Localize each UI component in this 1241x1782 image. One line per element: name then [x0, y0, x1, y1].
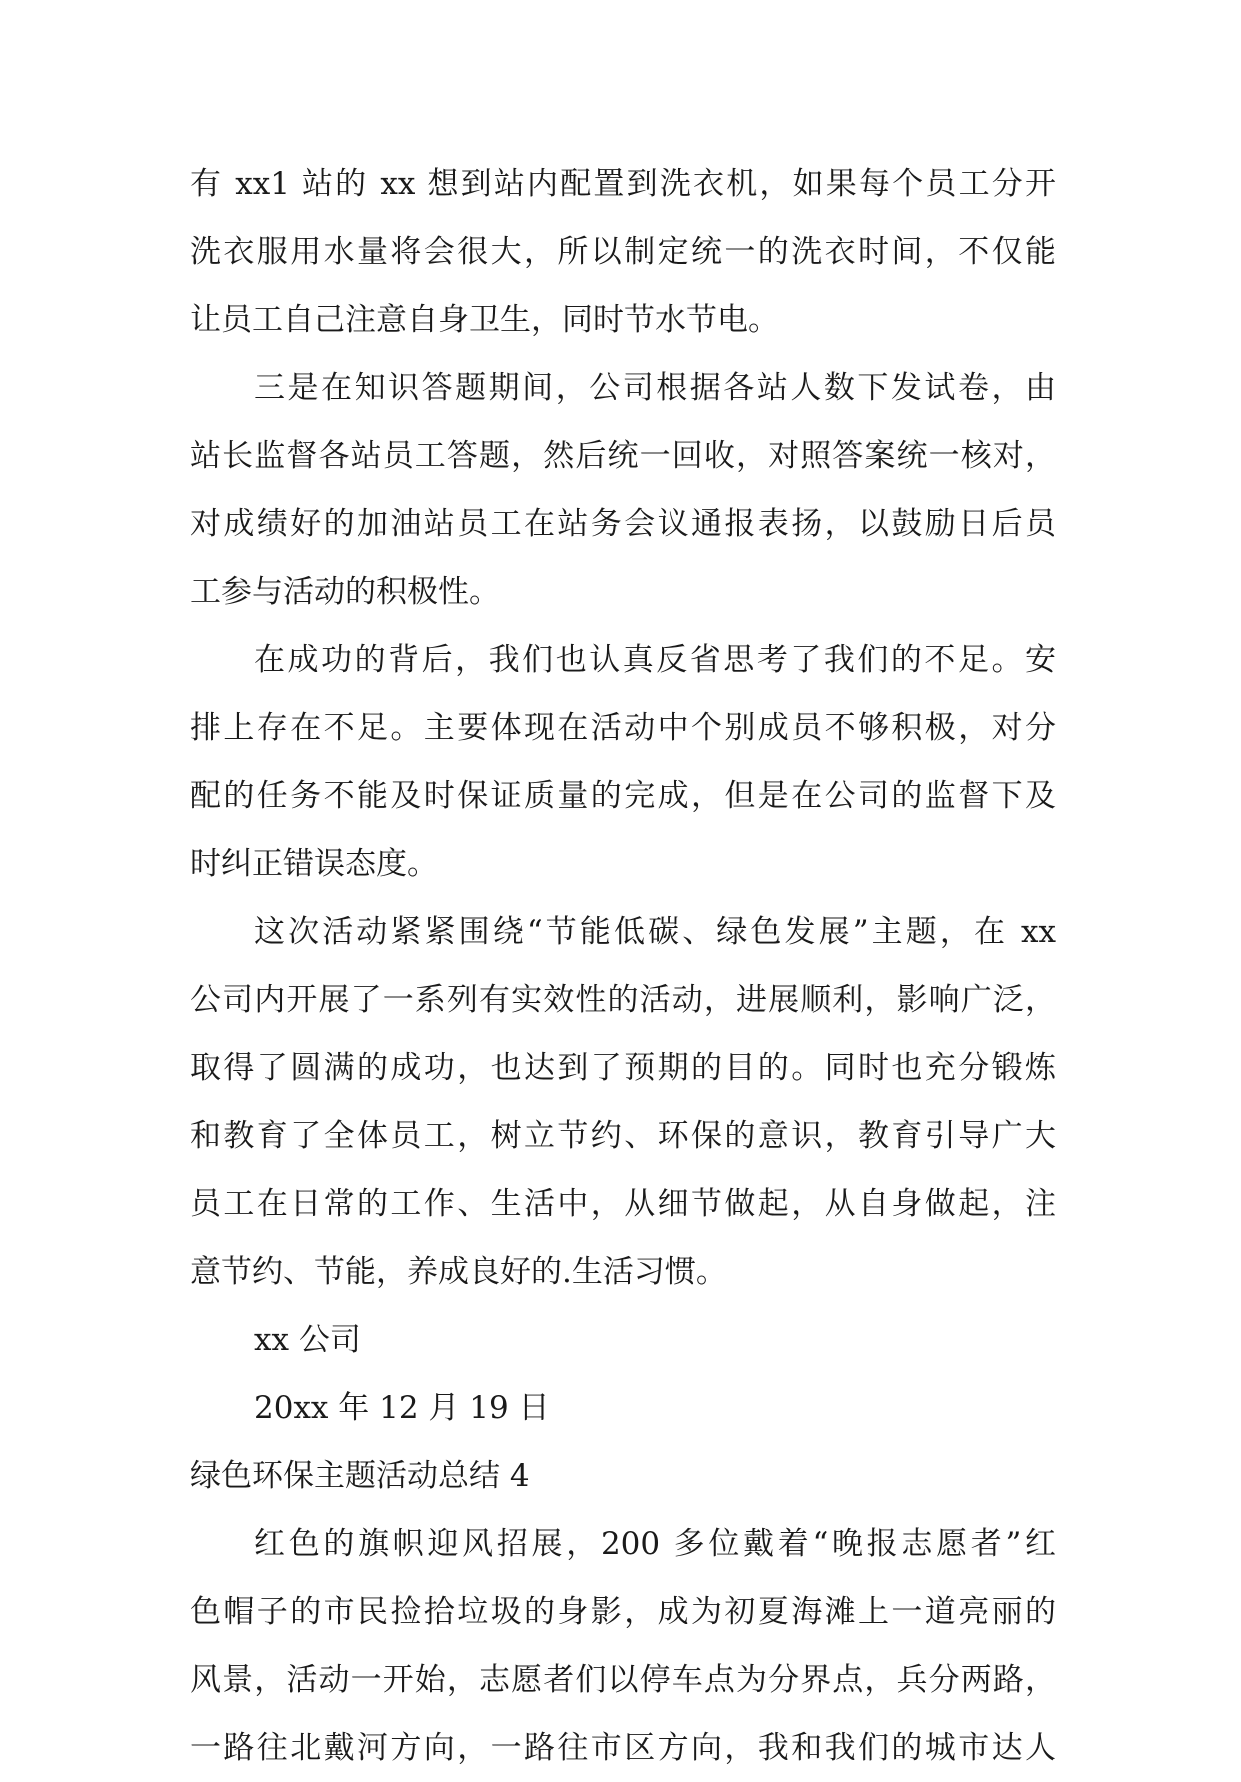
- text-line: 和教育了全体员工，树立节约、环保的意识，教育引导广大: [190, 1118, 1056, 1154]
- text-line: 取得了圆满的成功，也达到了预期的目的。同时也充分锻炼: [190, 1050, 1056, 1086]
- text-line: 绿色环保主题活动总结 4: [190, 1458, 530, 1494]
- text-line: 排上存在不足。主要体现在活动中个别成员不够积极，对分: [190, 710, 1056, 746]
- text-line: 站长监督各站员工答题，然后统一回收，对照答案统一核对，: [190, 438, 1056, 474]
- text-line: 色帽子的市民捡拾垃圾的身影，成为初夏海滩上一道亮丽的: [190, 1594, 1056, 1630]
- text-line: 意节约、节能，养成良好的.生活习惯。: [190, 1254, 727, 1290]
- text-line: 公司内开展了一系列有实效性的活动，进展顺利，影响广泛，: [190, 982, 1056, 1018]
- text-line: 配的任务不能及时保证质量的完成，但是在公司的监督下及: [190, 778, 1056, 814]
- text-line: 在成功的背后，我们也认真反省思考了我们的不足。安: [254, 642, 1056, 678]
- text-line: 工参与活动的积极性。: [190, 574, 500, 610]
- text-line: 三是在知识答题期间，公司根据各站人数下发试卷，由: [254, 370, 1056, 406]
- text-line: 员工在日常的工作、生活中，从细节做起，从自身做起，注: [190, 1186, 1056, 1222]
- text-line: 洗衣服用水量将会很大，所以制定统一的洗衣时间，不仅能: [190, 234, 1056, 270]
- text-line: 有 xx1 站的 xx 想到站内配置到洗衣机，如果每个员工分开: [190, 166, 1056, 202]
- text-line: 对成绩好的加油站员工在站务会议通报表扬，以鼓励日后员: [190, 506, 1056, 542]
- text-line: 红色的旗帜迎风招展，200 多位戴着“晚报志愿者”红: [254, 1526, 1056, 1562]
- text-line: 时纠正错误态度。: [190, 846, 438, 882]
- text-line: 20xx 年 12 月 19 日: [254, 1390, 550, 1426]
- text-line: 一路往北戴河方向，一路往市区方向，我和我们的城市达人: [190, 1730, 1056, 1766]
- text-line: 这次活动紧紧围绕“节能低碳、绿色发展”主题，在 xx: [254, 914, 1056, 950]
- text-line: 让员工自己注意自身卫生，同时节水节电。: [190, 302, 779, 338]
- text-line: 风景，活动一开始，志愿者们以停车点为分界点，兵分两路，: [190, 1662, 1056, 1698]
- text-line: xx 公司: [254, 1322, 361, 1358]
- document-page: [190, 150, 1056, 1782]
